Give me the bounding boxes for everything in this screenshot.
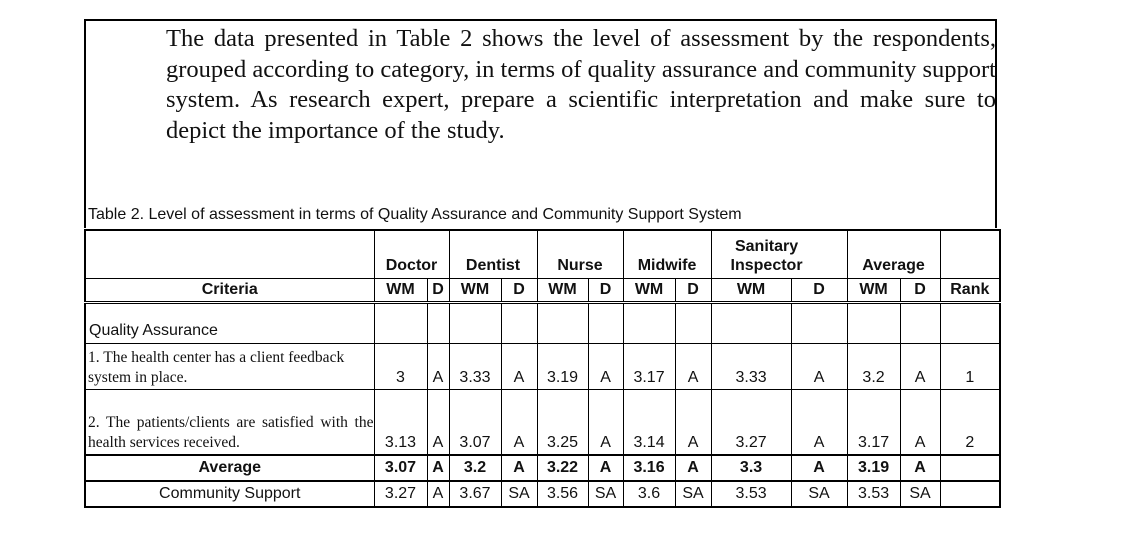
header-group-doctor: Doctor (374, 230, 449, 279)
cell-sanitary-wm: 3.53 (711, 481, 791, 507)
cell-dentist-wm: 3.2 (449, 455, 501, 481)
cell-sanitary-d: A (791, 344, 847, 390)
section-label: Quality Assurance (85, 303, 374, 344)
header-d: D (900, 279, 940, 303)
cell-average-wm: 3.2 (847, 344, 900, 390)
cell-nurse-d: A (588, 344, 623, 390)
cell-doctor-d: A (427, 455, 449, 481)
header-rank: Rank (940, 279, 1000, 303)
row-criteria: 1. The health center has a client feedback system in place. (85, 344, 374, 390)
cell-sanitary-d: A (791, 455, 847, 481)
cell-dentist-wm: 3.67 (449, 481, 501, 507)
cell-dentist-d: A (501, 344, 537, 390)
header-group-nurse: Nurse (537, 230, 623, 279)
header-d: D (791, 279, 847, 303)
cell-sanitary-d: A (791, 390, 847, 456)
cell-midwife-d: A (675, 390, 711, 456)
cell-doctor-d: A (427, 390, 449, 456)
cell-midwife-d: A (675, 344, 711, 390)
empty-cell (791, 303, 847, 344)
cell-dentist-d: A (501, 390, 537, 456)
cell-average-wm: 3.19 (847, 455, 900, 481)
empty-cell (847, 303, 900, 344)
header-group-average: Average (847, 230, 940, 279)
header-blank-rank-cell (940, 230, 1000, 279)
empty-cell (537, 303, 588, 344)
community-support-label: Community Support (85, 481, 374, 507)
header-group-sanitary-inspector-label: Sanitary Inspector (730, 238, 803, 274)
cell-midwife-wm: 3.6 (623, 481, 675, 507)
assessment-table (84, 229, 1001, 508)
cell-nurse-d: SA (588, 481, 623, 507)
cell-average-wm: 3.17 (847, 390, 900, 456)
cell-rank: 2 (940, 390, 1000, 456)
header-d: D (675, 279, 711, 303)
cell-average-wm: 3.53 (847, 481, 900, 507)
cell-nurse-wm: 3.25 (537, 390, 588, 456)
empty-cell (711, 303, 791, 344)
header-d: D (427, 279, 449, 303)
cell-midwife-wm: 3.16 (623, 455, 675, 481)
cell-midwife-d: SA (675, 481, 711, 507)
header-d: D (588, 279, 623, 303)
cell-dentist-d: SA (501, 481, 537, 507)
header-blank-cell (85, 230, 374, 279)
cell-sanitary-wm: 3.3 (711, 455, 791, 481)
header-wm: WM (537, 279, 588, 303)
header-wm: WM (449, 279, 501, 303)
empty-cell (940, 303, 1000, 344)
cell-sanitary-d: SA (791, 481, 847, 507)
cell-doctor-d: A (427, 481, 449, 507)
cell-rank (940, 481, 1000, 507)
cell-doctor-wm: 3.27 (374, 481, 427, 507)
empty-cell (449, 303, 501, 344)
header-row-groups (85, 230, 1000, 279)
cell-midwife-d: A (675, 455, 711, 481)
empty-cell (623, 303, 675, 344)
empty-cell (374, 303, 427, 344)
cell-midwife-wm: 3.17 (623, 344, 675, 390)
cell-dentist-wm: 3.07 (449, 390, 501, 456)
cell-nurse-d: A (588, 390, 623, 456)
cell-dentist-d: A (501, 455, 537, 481)
header-wm: WM (374, 279, 427, 303)
cell-sanitary-wm: 3.27 (711, 390, 791, 456)
cell-rank (940, 455, 1000, 481)
header-wm: WM (847, 279, 900, 303)
cell-doctor-wm: 3.13 (374, 390, 427, 456)
header-d: D (501, 279, 537, 303)
average-label: Average (85, 455, 374, 481)
header-row-subcolumns (85, 279, 1000, 303)
empty-cell (588, 303, 623, 344)
cell-rank: 1 (940, 344, 1000, 390)
cell-average-d: A (900, 455, 940, 481)
table-caption: Table 2. Level of assessment in terms of Quality Assurance and Community Support System (88, 206, 742, 223)
header-group-midwife: Midwife (623, 230, 711, 279)
header-criteria: Criteria (85, 279, 374, 303)
header-group-sanitary-inspector (711, 230, 847, 279)
cell-dentist-wm: 3.33 (449, 344, 501, 390)
average-row (85, 455, 1000, 481)
section-row (85, 303, 1000, 344)
cell-average-d: A (900, 390, 940, 456)
empty-cell (675, 303, 711, 344)
cell-average-d: A (900, 344, 940, 390)
table-row (85, 390, 1000, 456)
cell-nurse-wm: 3.19 (537, 344, 588, 390)
cell-nurse-wm: 3.22 (537, 455, 588, 481)
header-wm: WM (623, 279, 675, 303)
header-wm: WM (711, 279, 791, 303)
empty-cell (427, 303, 449, 344)
community-support-row (85, 481, 1000, 507)
cell-doctor-wm: 3.07 (374, 455, 427, 481)
cell-nurse-wm: 3.56 (537, 481, 588, 507)
cell-midwife-wm: 3.14 (623, 390, 675, 456)
table-row (85, 344, 1000, 390)
prompt-text: The data presented in Table 2 shows the level of assessment by the respondents, grouped according to category, in terms of quality assurance and community support system. As research expert, prepare a scientific interpretation and make sure to depict the importance of the study. (166, 25, 996, 144)
cell-nurse-d: A (588, 455, 623, 481)
cell-doctor-d: A (427, 344, 449, 390)
cell-average-d: SA (900, 481, 940, 507)
cell-sanitary-wm: 3.33 (711, 344, 791, 390)
row-criteria: 2. The patients/clients are satisfied with the health services received. (85, 390, 374, 456)
empty-cell (900, 303, 940, 344)
cell-doctor-wm: 3 (374, 344, 427, 390)
empty-cell (501, 303, 537, 344)
header-group-dentist: Dentist (449, 230, 537, 279)
